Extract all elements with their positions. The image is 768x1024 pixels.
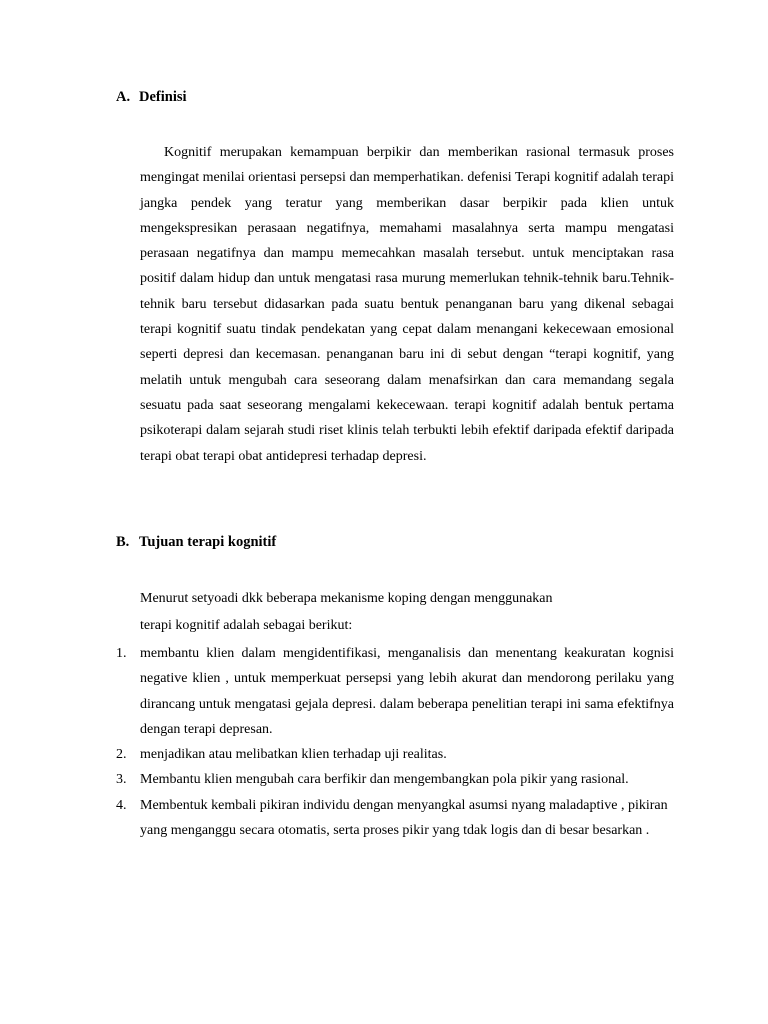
list-item-text: Membantu klien mengubah cara berfikir dan mengembangkan pola pikir yang rasional. <box>140 772 629 788</box>
section-a-letter: A. <box>116 89 131 105</box>
section-b-title: Tujuan terapi kognitif <box>139 534 277 550</box>
list-item <box>116 641 674 742</box>
list-item <box>116 742 674 767</box>
section-a-paragraph: Kognitif merupakan kemampuan berpikir dan memberikan rasional termasuk proses mengingat menilai orientasi persepsi dan memperhatikan. defenisi Terapi kognitif adalah terapi jangka pendek yang teratur yang memberikan dasar berpikir pada klien untuk mengekspresikan perasaan negatifnya, memahami masalahnya serta mampu mengatasi perasaan negatifnya dan mampu memecahkan masalah tersebut. untuk menciptakan rasa positif dalam hidup dan untuk mengatasi rasa murung memerlukan tehnik-tehnik baru.Tehnik-tehnik baru tersebut didasarkan pada suatu bentuk penanganan baru yang dikenal sebagai terapi kognitif suatu tindak pendekatan yang cepat dalam menangani kekecewaan emosional seperti depresi dan kecemasan. penanganan baru ini di sebut dengan “terapi kognitif, yang melatih untuk mengubah cara seseorang dalam menafsirkan dan cara memandang segala sesuatu pada saat seseorang mengalami kekecewaan. terapi kognitif adalah bentuk pertama psikoterapi dalam sejarah studi riset klinis telah terbukti lebih efektif daripada efektif daripada terapi obat terapi obat antidepresi terhadap depresi. <box>140 145 674 464</box>
section-b-intro-line-1: Menurut setyoadi dkk beberapa mekanisme koping dengan menggunakan <box>140 591 553 606</box>
section-b-intro-line-2: terapi kognitif adalah sebagai berikut: <box>140 618 353 633</box>
list-item-number: 1. <box>116 646 127 661</box>
section-b-heading <box>116 535 276 550</box>
list-item-text: menjadikan atau melibatkan klien terhadap uji realitas. <box>140 747 447 763</box>
list-item <box>116 793 674 844</box>
section-a-title: Definisi <box>139 89 187 105</box>
section-b-letter: B. <box>116 534 130 550</box>
section-a-heading <box>116 90 187 105</box>
section-b-list <box>116 641 674 843</box>
list-item-number: 4. <box>116 797 127 813</box>
list-item-number: 3. <box>116 772 127 788</box>
list-item-number: 2. <box>116 747 127 763</box>
list-item-text: membantu klien dalam mengidentifikasi, menganalisis dan menentang keakuratan kognisi negative klien , untuk memperkuat persepsi yang lebih akurat dan mendorong perilaku yang dirancang untuk mengatasi gejala depresi. dalam beberapa penelitian terapi ini sama efektifnya dengan terapi depresan. <box>140 646 674 737</box>
list-item-text: Membentuk kembali pikiran individu dengan menyangkal asumsi nyang maladaptive , pikiran yang menganggu secara otomatis, serta proses pikir yang tdak logis dan di besar besarkan . <box>140 797 668 839</box>
list-item <box>116 767 674 792</box>
